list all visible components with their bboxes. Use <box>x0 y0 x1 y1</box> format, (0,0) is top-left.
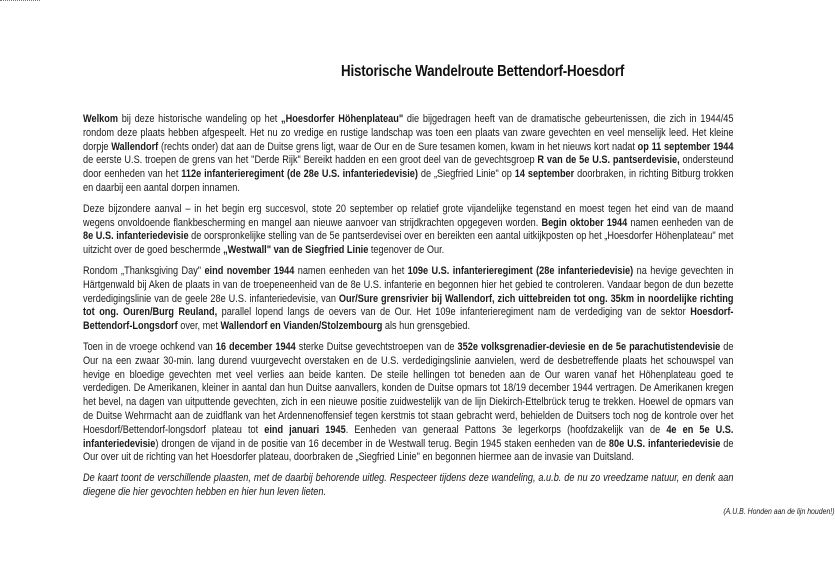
emphasis-text: „Hoesdorfer Höhenplateau" <box>281 113 404 125</box>
body-text: ondersteund door eenheden van het <box>83 154 734 181</box>
emphasis-text: Wallendorf en Vianden/Stolzembourg <box>220 320 383 333</box>
body-text: de „Siegfried Linie" op <box>417 168 515 181</box>
document-content <box>83 113 733 500</box>
emphasis-text: Our/Sure grensrivier bij Wallendorf, zich uittebreiden tot ong. 35km in noordelijke richting tot ong. Ouren/Burg Reuland, <box>83 292 734 319</box>
dog-leash-credit <box>83 507 835 516</box>
emphasis-text: R van de 5e U.S. pantserdevisie, <box>537 154 680 167</box>
body-text: bij deze historische wandeling op het <box>117 113 282 125</box>
emphasis-text: Welkom <box>83 113 118 125</box>
paragraph-3 <box>83 265 733 334</box>
page-title: Historische Wandelroute Bettendorf-Hoesdorf <box>341 63 625 80</box>
credit-text: (A.U.B. Honden aan de lijn houden!) <box>723 506 835 516</box>
body-text: . Eenheden van generaal Pattons 3e legerkorps (hoofdzakelijk van de <box>345 423 667 436</box>
emphasis-text: 109e U.S. infanterieregiment (28e infanteriedevisie) <box>407 264 634 277</box>
emphasis-text: Hoesdorf-Bettendorf-Longsdorf <box>83 306 734 333</box>
emphasis-text: 16 december 1944 <box>215 340 296 353</box>
body-text: over, met <box>177 320 221 333</box>
body-text: tegenover de Our. <box>368 244 445 257</box>
body-text: namen eenheden van de <box>627 216 734 229</box>
paragraph-2 <box>83 203 733 258</box>
emphasis-text: eind november 1944 <box>204 264 295 277</box>
body-text: de oorspronkelijke stelling van de 5e pantserdevisei over en bereikten een aantal uitkijkposten op het „Hoesdorfer Höhenplateau" met uitzicht over de goed beschermde <box>83 230 734 257</box>
body-text: parallel lopend langs de oevers van de Our. Het 109e infanterieregiment nam de verdediging van de sektor <box>217 306 691 319</box>
body-text: de eerste U.S. troepen de grens van het "Derde Rijk" Bereikt hadden en een groot deel van de gevechtsgroep <box>83 154 538 167</box>
body-text: als hun grensgebied. <box>382 320 471 333</box>
body-text: namen eenheden van het <box>294 264 408 277</box>
body-text: na hevige gevechten in Härtgenwald bij Aken de plaats in van de troepeneenheid van de 8e U.S. infanterie en begonnen hier het gebied te controleren. Vandaar begon de dun bezette verdedigingslinie van de geele 28e U.S. infanteriedevisie, van <box>83 264 734 305</box>
body-text: sterke Duitse gevechtstroepen van de <box>295 340 458 353</box>
emphasis-text: Wallendorf <box>111 140 159 153</box>
emphasis-text: eind januari 1945 <box>264 423 346 436</box>
body-text: ) drongen de vijand in de positie van 16 december in de Westwall terug. Begin 1945 staken eenheden van de <box>155 437 609 450</box>
emphasis-text: op 11 september 1944 <box>637 140 734 153</box>
body-text: Deze bijzondere aanval – in het begin erg succesvol, stote 20 september op relatief grote vijandelijke tegenstand en moest tegen het eind van de maand wegens onvoldoende flankbescherming en mangel aan nieuwe aanvoer van strijdkrachten opgegeven worden. <box>83 202 734 229</box>
body-text: de Our na een zwaar 30-min. lang durend vuurgevecht overstaken en de U.S. verdedigingslinie aanvielen, werd de desbetreffende plaats het schouwspel van hevige en bloedige gevechten met veel verlies aan beide kanten. De steile hellingen tot beneden aan de Our waren vanaf het Höhenplateau goed te verdedigen. De Amerikanen, kleiner in aantal dan hun Duitse aanvallers, konden de Duitse opmars tot 18/19 december 1944 vertragen. De Amerikanen kregen het bevel, na dagen van uitputtende gevechten, zich in een nieuwe positie zuidwestelijk van de lijn Diekirch-Ettelbrück terug te trekken. Hoewel de opmars van de Duitse Wehrmacht aan de zuidflank van het Ardennenoffensief tegen kerstmis tot staan gebracht werd, behielden de Duitsers toch nog de kontrole over het Hoesdorf/Bettendorf-longsdorf plateau tot <box>83 340 734 436</box>
emphasis-text: 4e en 5e U.S. infanteriedevisie <box>83 423 734 450</box>
body-text: Rondom „Thanksgiving Day" <box>83 264 205 277</box>
emphasis-text: 8e U.S. infanteriedevisie <box>83 230 189 243</box>
closing-note: De kaart toont de verschillende plaasten, met de daarbij behorende uitleg. Respecteer tijdens deze wandeling, a.u.b. de nu zo vreedzame natuur, en denk aan diegene die hier gevochten hebben en hier hun leven lieten. <box>83 472 734 498</box>
emphasis-text: 352e volksgrenadier-deviesie en de 5e parachutistendevisie <box>457 340 721 353</box>
body-text: (rechts onder) dat aan de Duitse grens ligt, waar de Our en de Sure tesamen komen, kwam in het nieuws kort nadat <box>158 140 638 153</box>
emphasis-text: 112e infanterieregiment (de 28e U.S. infanteriedevisie) <box>181 168 418 181</box>
body-text: die bijgedragen heeft van de dramatische gebeurtenissen, die zich in 1944/45 rondom deze plaats hebben afgespeelt. Het nu zo vredige en rustige landschap was toen een plaats van zware gevechten en veel menselijk leed. Het kleine dorpje <box>83 113 734 153</box>
body-text: Toen in de vroege ochkend van <box>83 340 216 353</box>
body-text: de Our over uit de richting van het Hoesdorfer plateau, doorbraken de „Siegfried Linie" en begonnen hiermee aan de invasie van Duitsland. <box>83 437 734 464</box>
scan-edge-mark <box>0 0 40 5</box>
document-body <box>83 113 835 516</box>
emphasis-text: Begin oktober 1944 <box>541 216 628 229</box>
paragraph-1 <box>83 113 733 196</box>
emphasis-text: 14 september <box>514 168 575 181</box>
emphasis-text: 80e U.S. infanteriedevisie <box>608 437 721 450</box>
body-text: doorbraken, in richting Bitburg trokken en daarbij een aantal dorpen innamen. <box>83 168 734 194</box>
paragraph-4 <box>83 341 733 465</box>
emphasis-text: „Westwall" van de Siegfried Linie <box>223 244 369 257</box>
